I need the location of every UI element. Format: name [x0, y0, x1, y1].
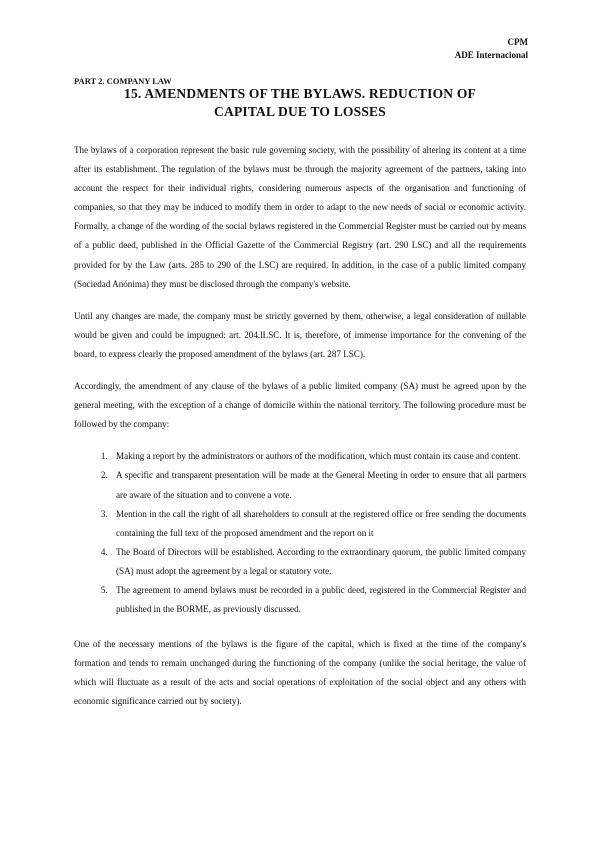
paragraph-capital: One of the necessary mentions of the bylaws is the figure of the capital, which is fixed at the time of the company's formation and tends to remain unchanged during the functioning of the company (unlike the social heritage, the value of which will fluctuate as a result of the acts and social operations of exploitation of the social object and any others with economic significance carried out by society). — [74, 639, 526, 707]
header-org: CPM — [507, 37, 528, 47]
page-header — [455, 36, 528, 62]
list-item: 2. A specific and transparent presentation will be made at the General Meeting in order to ensure that all partners are aware of the situation and to convene a vote. — [110, 466, 526, 504]
paragraph-procedure-intro: Accordingly, the amendment of any clause of the bylaws of a public limited company (SA) must be agreed upon by the general meeting, with the exception of a change of domicile within the national territory. The following procedure must be followed by the company: — [74, 381, 526, 430]
paragraph-intro: The bylaws of a corporation represent the basic rule governing society, with the possibility of altering its content at a time after its establishment. The regulation of the bylaws must be through the majority agreement of the partners, taking into account the respect for their individual rights, considering numerous aspects of the organisation and functioning of companies, so that they may be induced to modify them in order to adapt to the new needs of social or economic activity. Formally, a change of the wording of the social bylaws registered in the Commercial Register must be carried out by means of a public deed, published in the Official Gazette of the Commercial Registry (art. 290 LSC) and all the requirements provided for by the Law (arts. 285 to 290 of the LSC) are required. In addition, in the case of a public limited company (Sociedad Anónima) they must be disclosed through the company's website. — [74, 145, 526, 289]
list-item: 5. The agreement to amend bylaws must be recorded in a public deed, registered in the Commercial Register and published in the BORME, as previously discussed. — [110, 581, 526, 619]
section-label: PART 2. COMPANY LAW — [74, 76, 172, 86]
procedure-list — [74, 447, 526, 619]
list-item: 4. The Board of Directors will be established. According to the extraordinary quorum, the public limited company (SA) must adopt the agreement by a legal or statutory vote. — [110, 543, 526, 581]
header-course: ADE Internacional — [454, 50, 528, 60]
title-line-1: 15. AMENDMENTS OF THE BYLAWS. REDUCTION OF — [124, 86, 476, 101]
list-item: 1. Making a report by the administrators or authors of the modification, which must contain its cause and content. — [110, 447, 526, 466]
title-line-2: CAPITAL DUE TO LOSSES — [214, 104, 386, 119]
document-body — [74, 141, 526, 725]
list-item: 3. Mention in the call the right of all shareholders to consult at the registered office or free sending the documents containing the full text of the proposed amendment and the report on it — [110, 505, 526, 543]
paragraph-governance: Until any changes are made, the company must be strictly governed by them, otherwise, a legal consideration of nullable would be given and could be impugned: art. 204.lLSC. It is, therefore, of immense importance for the convening of the board, to express clearly the proposed amendment of the bylaws (art. 287 LSC). — [74, 310, 526, 359]
page-title — [74, 85, 526, 121]
